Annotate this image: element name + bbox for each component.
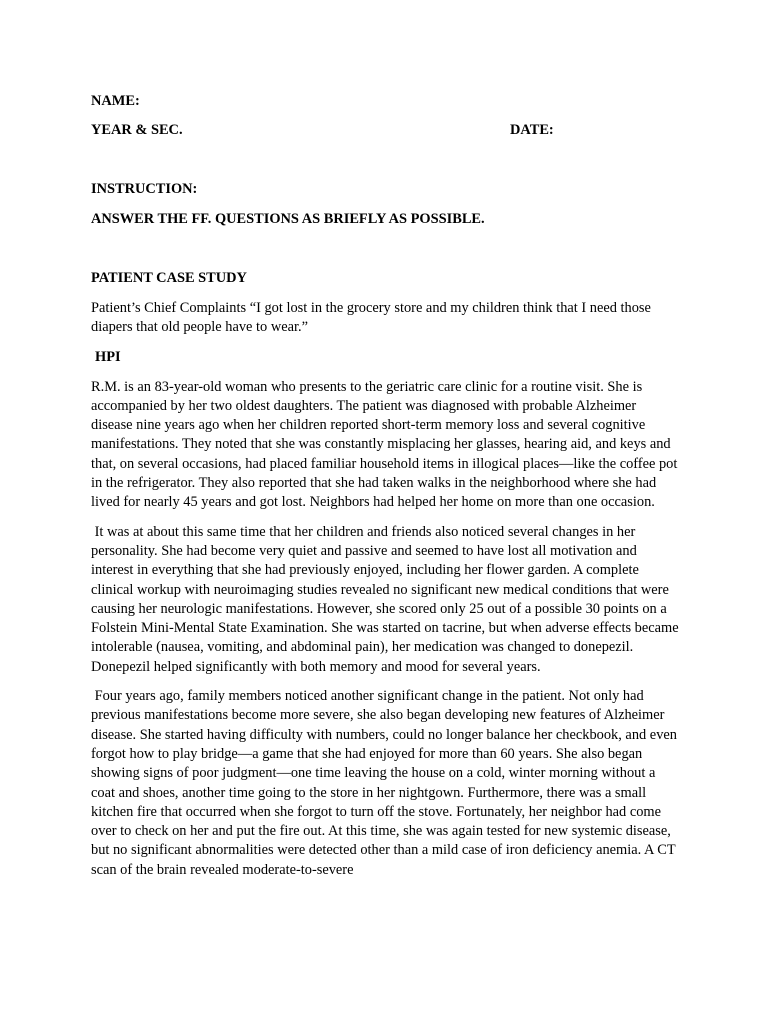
year-section-label: YEAR & SEC. xyxy=(91,122,183,138)
name-field-row xyxy=(91,92,681,111)
date-label: DATE: xyxy=(510,122,554,138)
year-date-row xyxy=(91,121,681,140)
hpi-heading: HPI xyxy=(95,348,121,365)
hpi-paragraph: Four years ago, family members noticed another significant change in the patient. Not only had previous manifestations become more severe, she also began developing new features of Alzheimer disease. She started having difficulty with numbers, could no longer balance her checkbook, and even forgot how to play bridge—a game that she had enjoyed for more than 60 years. She also began showing signs of poor judgment—one time leaving the house on a cold, winter morning without a coat and shoes, another time going to the store in her nightgown. Furthermore, there was a small kitchen fire that occurred when she forgot to turn off the stove. Fortunately, her neighbor had come over to check on her and put the fire out. At this time, she was again tested for new systemic disease, but no significant abnormalities were detected other than a mild case of iron deficiency anemia. A CT scan of the brain revealed moderate-to-severe xyxy=(91,688,681,878)
hpi-paragraph: R.M. is an 83-year-old woman who presents to the geriatric care clinic for a routine visit. She is accompanied by her two oldest daughters. The patient was diagnosed with probable Alzheimer disease nine years ago when her children reported short-term memory loss and several cognitive manifestations. They noted that she was constantly misplacing her glasses, hearing aid, and keys and that, on several occasions, had placed familiar household items in illogical places—like the coffee pot in the refrigerator. They also reported that she had taken walks in the neighborhood where she had lived for nearly 45 years and got lost. Neighbors had helped her home on more than one occasion. xyxy=(91,378,678,511)
hpi-paragraph: It was at about this same time that her children and friends also noticed several changes in her personality. She had become very quiet and passive and seemed to have lost all motivation and interest in everything that she had previously enjoyed, including her flower garden. A complete clinical workup with neuroimaging studies revealed no significant new medical conditions that were causing her neurologic manifestations. However, she scored only 25 out of a possible 30 points on a Folstein Mini-Mental State Examination. She was started on tacrine, but when adverse effects became intolerable (nausea, vomiting, and abdominal pain), her medication was changed to donepezil. Donepezil helped significantly with both memory and mood for several years. xyxy=(91,523,683,675)
instruction-text: ANSWER THE FF. QUESTIONS AS BRIEFLY AS POSSIBLE. xyxy=(91,211,485,227)
instruction-title: INSTRUCTION: xyxy=(91,181,198,197)
case-study-title: PATIENT CASE STUDY xyxy=(91,270,247,286)
document-page xyxy=(91,92,681,880)
name-label: NAME: xyxy=(91,93,140,109)
chief-complaint: Patient’s Chief Complaints “I got lost in the grocery store and my children think that I need those diapers that old people have to wear.” xyxy=(91,300,651,336)
